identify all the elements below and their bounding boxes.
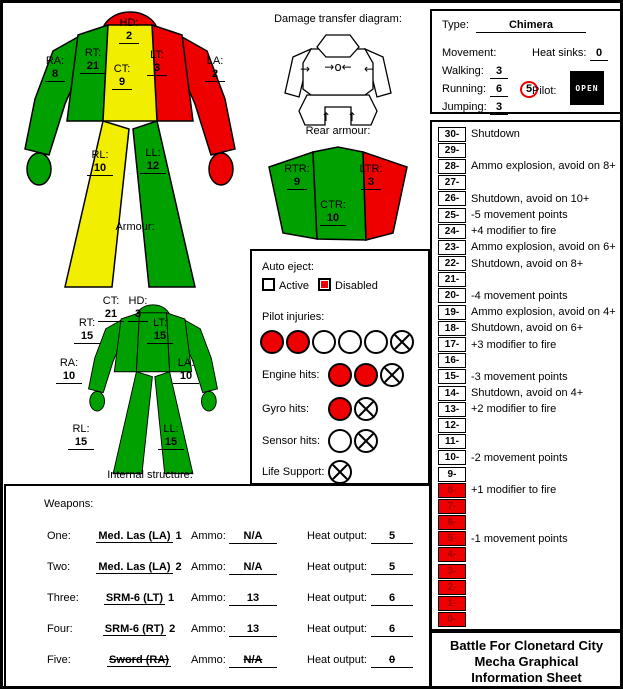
heat-box-8[interactable]: 8- xyxy=(438,483,466,498)
heat-box-17[interactable]: 17- xyxy=(438,337,466,352)
weapon-name-text: Med. Las (LA) xyxy=(98,561,171,573)
internal-structure-diagram xyxy=(55,295,245,489)
engine-hits-circles xyxy=(328,363,406,387)
heat-row xyxy=(438,126,619,142)
weapon-name xyxy=(87,561,191,573)
is-la-location xyxy=(172,357,200,384)
heat-box-18[interactable]: 18- xyxy=(438,321,466,336)
is-ra-location xyxy=(55,357,83,384)
heat-note: Shutdown, avoid on 10+ xyxy=(471,192,590,205)
heat-row xyxy=(438,612,619,628)
heat-box-3[interactable]: 3- xyxy=(438,564,466,579)
heat-output-value: 5 xyxy=(371,530,413,544)
front-armour-caption: Armour: xyxy=(115,221,155,233)
auto-eject-active-label: Active xyxy=(279,280,309,292)
heat-row xyxy=(438,239,619,255)
is-rt-label: RT: xyxy=(78,317,96,329)
is-rl-location xyxy=(63,423,99,450)
heat-box-13[interactable]: 13- xyxy=(438,402,466,417)
heat-row xyxy=(438,498,619,514)
internal-structure-caption: Internal structure: xyxy=(107,469,193,481)
heat-box-26[interactable]: 26- xyxy=(438,191,466,206)
heat-note: Ammo explosion, avoid on 6+ xyxy=(471,241,616,254)
heat-box-20[interactable]: 20- xyxy=(438,288,466,303)
sheet-title-panel xyxy=(430,631,623,689)
heat-row xyxy=(438,401,619,417)
heat-box-1[interactable]: 1- xyxy=(438,596,466,611)
is-hd-label: HD: xyxy=(128,295,148,307)
heat-box-16[interactable]: 16- xyxy=(438,353,466,368)
heat-box-14[interactable]: 14- xyxy=(438,386,466,401)
heat-row xyxy=(438,288,619,304)
crossed-circle[interactable] xyxy=(380,363,404,387)
crossed-circle[interactable] xyxy=(390,330,414,354)
front-ra-value: 8 xyxy=(45,68,65,82)
heat-scale-panel xyxy=(430,120,623,631)
front-ra-label: RA: xyxy=(45,55,65,67)
heat-note: -1 movement points xyxy=(471,532,568,545)
front-ct-value: 9 xyxy=(112,76,132,90)
heat-output-label: Heat output: xyxy=(307,530,367,542)
jumping-value: 3 xyxy=(490,101,508,115)
heat-output-value: 0 xyxy=(371,654,413,668)
heat-row xyxy=(438,256,619,272)
heat-box-22[interactable]: 22- xyxy=(438,256,466,271)
heat-sinks-value: 0 xyxy=(590,47,608,61)
heat-row xyxy=(438,595,619,611)
weapon-group-number: 2 xyxy=(169,623,176,635)
running-current-value: 5 xyxy=(520,81,538,98)
front-rt-label: RT: xyxy=(84,47,102,59)
auto-eject-disabled-checkbox[interactable] xyxy=(318,278,331,291)
heat-row xyxy=(438,304,619,320)
heat-row xyxy=(438,369,619,385)
front-la-location xyxy=(193,55,237,82)
heat-box-30[interactable]: 30- xyxy=(438,127,466,142)
rear-ctr-label: CTR: xyxy=(320,199,346,211)
heat-row xyxy=(438,223,619,239)
heat-sinks-label: Heat sinks: xyxy=(532,47,587,59)
weapon-name xyxy=(87,530,191,542)
dt-arrow-left-shoulder: → xyxy=(300,62,311,76)
heat-output-label: Heat output: xyxy=(307,592,367,604)
is-ll-label: LL: xyxy=(163,423,179,435)
heat-row xyxy=(438,175,619,191)
weapon-slot-label: One: xyxy=(47,530,71,542)
front-right-leg-shape xyxy=(65,121,129,287)
auto-eject-active-checkbox[interactable] xyxy=(262,278,275,291)
front-ra-location xyxy=(33,55,77,82)
heat-output-value: 6 xyxy=(371,592,413,606)
weapon-slot-label: Three: xyxy=(47,592,79,604)
heat-box-15[interactable]: 15- xyxy=(438,369,466,384)
pilot-open-box[interactable]: OPEN xyxy=(570,71,604,105)
is-left-hand-shape xyxy=(201,391,216,411)
ammo-value: N/A xyxy=(229,654,277,668)
rear-rtr-label: RTR: xyxy=(284,163,310,175)
sheet-title-line2: Mecha Graphical xyxy=(474,654,579,669)
heat-box-24[interactable]: 24- xyxy=(438,224,466,239)
crossed-circle[interactable] xyxy=(354,397,378,421)
front-hd-label: HD: xyxy=(119,17,139,29)
dt-arrow-right-hip: ↑ xyxy=(347,110,358,124)
heat-row xyxy=(438,579,619,595)
ammo-label: Ammo: xyxy=(191,561,226,573)
gyro-hits-label: Gyro hits: xyxy=(262,403,310,415)
is-la-value: 10 xyxy=(173,370,199,384)
front-lt-value: 3 xyxy=(147,62,167,76)
empty-circle[interactable] xyxy=(312,330,336,354)
heat-note: +3 modifier to fire xyxy=(471,338,557,351)
ammo-value: 13 xyxy=(229,592,277,606)
rear-ctr-value: 10 xyxy=(320,212,346,226)
rear-ctr-location xyxy=(311,199,355,226)
gyro-hits-circles xyxy=(328,397,380,421)
dt-hips-outline xyxy=(299,95,377,125)
heat-row xyxy=(438,434,619,450)
heat-row xyxy=(438,450,619,466)
hit-circle[interactable] xyxy=(328,397,352,421)
dt-arrow-center: →o← xyxy=(324,60,352,74)
heat-row xyxy=(438,191,619,207)
heat-box-10[interactable]: 10- xyxy=(438,450,466,465)
rear-ltr-value: 3 xyxy=(361,176,381,190)
front-ll-label: LL: xyxy=(145,147,161,159)
heat-box-5[interactable]: 5- xyxy=(438,531,466,546)
is-rl-label: RL: xyxy=(72,423,90,435)
heat-row xyxy=(438,320,619,336)
front-ll-value: 12 xyxy=(140,160,166,174)
is-ct-label: CT: xyxy=(102,295,120,307)
hit-circle[interactable] xyxy=(328,363,352,387)
ammo-value: N/A xyxy=(229,530,277,544)
heat-row xyxy=(438,547,619,563)
heat-box-11[interactable]: 11- xyxy=(438,434,466,449)
dt-arrow-left-hip: ↑ xyxy=(321,110,332,124)
heat-note: +1 modifier to fire xyxy=(471,484,557,497)
auto-eject-options xyxy=(262,278,378,292)
heat-row xyxy=(438,207,619,223)
heat-row xyxy=(438,417,619,433)
front-rl-label: RL: xyxy=(91,149,109,161)
heat-note: Ammo explosion, avoid on 4+ xyxy=(471,306,616,319)
damage-transfer-caption: Damage transfer diagram: xyxy=(274,13,402,25)
heat-box-4[interactable]: 4- xyxy=(438,547,466,562)
sheet-title-line3: Information Sheet xyxy=(471,670,582,685)
front-ll-location xyxy=(131,147,175,174)
empty-circle[interactable] xyxy=(364,330,388,354)
ammo-label: Ammo: xyxy=(191,592,226,604)
rear-rtr-location xyxy=(275,163,319,190)
hit-circle[interactable] xyxy=(354,363,378,387)
weapon-name-text: Med. Las (LA) xyxy=(98,530,171,542)
is-ra-value: 10 xyxy=(56,370,82,384)
front-left-hand-shape xyxy=(209,153,233,185)
is-rl-value: 15 xyxy=(68,436,94,450)
heat-output-label: Heat output: xyxy=(307,623,367,635)
sensor-hits-circles xyxy=(328,429,380,453)
heat-note: -5 movement points xyxy=(471,209,568,222)
heat-box-0[interactable]: 0- xyxy=(438,612,466,627)
weapon-name xyxy=(87,623,191,635)
is-lt-label: LT: xyxy=(153,317,167,329)
walking-label: Walking: xyxy=(442,65,484,77)
auto-eject-disabled-label: Disabled xyxy=(335,280,378,292)
heat-row xyxy=(438,482,619,498)
heat-output-value: 6 xyxy=(371,623,413,637)
pilot-injuries-label: Pilot injuries: xyxy=(262,311,325,323)
movement-label: Movement: xyxy=(442,47,497,59)
heat-row xyxy=(438,531,619,547)
is-hd-value: 3 xyxy=(128,308,148,322)
heat-note: Shutdown, avoid on 6+ xyxy=(471,322,584,335)
front-armour-figure-svg xyxy=(15,9,245,299)
crossed-circle[interactable] xyxy=(328,460,352,484)
is-ra-label: RA: xyxy=(59,357,79,369)
heat-row xyxy=(438,158,619,174)
front-rt-value: 21 xyxy=(80,60,106,74)
type-label: Type: xyxy=(442,19,469,31)
heat-box-28[interactable]: 28- xyxy=(438,159,466,174)
heat-box-12[interactable]: 12- xyxy=(438,418,466,433)
heat-output-label: Heat output: xyxy=(307,654,367,666)
ammo-value: N/A xyxy=(229,561,277,575)
heat-box-6[interactable]: 6- xyxy=(438,515,466,530)
front-hd-value: 2 xyxy=(119,30,139,44)
weapon-slot-label: Four: xyxy=(47,623,73,635)
front-lt-location xyxy=(135,49,179,76)
running-value: 6 xyxy=(490,83,508,97)
rear-armour-figure-svg xyxy=(263,141,413,243)
weapon-name-text: SRM-6 (RT) xyxy=(104,623,165,635)
damage-transfer-panel xyxy=(253,9,423,124)
front-la-value: 2 xyxy=(205,68,225,82)
is-ll-value: 15 xyxy=(158,436,184,450)
is-right-hand-shape xyxy=(90,391,105,411)
front-armour-diagram xyxy=(15,9,245,299)
front-rl-value: 10 xyxy=(87,162,113,176)
sensor-hits-label: Sensor hits: xyxy=(262,435,321,447)
heat-note: Shutdown, avoid on 8+ xyxy=(471,257,584,270)
heat-note: -2 movement points xyxy=(471,451,568,464)
is-ll-location xyxy=(153,423,189,450)
heat-box-29[interactable]: 29- xyxy=(438,143,466,158)
heat-row xyxy=(438,466,619,482)
front-lt-label: LT: xyxy=(150,49,164,61)
heat-output-label: Heat output: xyxy=(307,561,367,573)
jumping-label: Jumping: xyxy=(442,101,487,113)
weapon-row xyxy=(6,654,429,685)
heat-row xyxy=(438,142,619,158)
weapon-group-number: 2 xyxy=(175,561,182,573)
front-left-leg-shape xyxy=(133,121,195,287)
heat-box-21[interactable]: 21- xyxy=(438,272,466,287)
is-right-leg-shape xyxy=(113,372,152,474)
empty-circle[interactable] xyxy=(338,330,362,354)
rear-ltr-location xyxy=(349,163,393,190)
hit-circle[interactable] xyxy=(286,330,310,354)
is-rt-location xyxy=(69,317,105,344)
weapons-panel xyxy=(4,484,431,689)
weapon-name-text: Sword (RA) xyxy=(109,654,169,666)
heat-box-19[interactable]: 19- xyxy=(438,305,466,320)
is-ct-value: 21 xyxy=(98,308,124,322)
rear-armour-panel xyxy=(253,125,423,245)
heat-row xyxy=(438,272,619,288)
heat-box-7[interactable]: 7- xyxy=(438,499,466,514)
life-support-row xyxy=(262,460,424,484)
weapon-row xyxy=(6,592,429,623)
rear-rtr-value: 9 xyxy=(287,176,307,190)
walking-value: 3 xyxy=(490,65,508,79)
mech-info-panel xyxy=(430,9,623,114)
heat-note: -4 movement points xyxy=(471,289,568,302)
running-label: Running: xyxy=(442,83,487,95)
weapons-rows xyxy=(6,530,429,685)
rear-center-torso-shape xyxy=(313,147,366,240)
is-rt-value: 15 xyxy=(74,330,100,344)
heat-note: Shutdown, avoid on 4+ xyxy=(471,387,584,400)
weapon-name xyxy=(87,592,191,604)
weapon-row xyxy=(6,530,429,561)
weapons-caption: Weapons: xyxy=(44,498,94,510)
is-lt-value: 15 xyxy=(147,330,173,344)
weapon-row xyxy=(6,623,429,654)
front-la-label: LA: xyxy=(206,55,224,67)
weapon-group-number: 1 xyxy=(168,592,175,604)
weapon-name xyxy=(87,654,191,666)
crossed-circle[interactable] xyxy=(354,429,378,453)
heat-note: +2 modifier to fire xyxy=(471,403,557,416)
heat-row xyxy=(438,336,619,352)
heat-row xyxy=(438,353,619,369)
front-hd-location xyxy=(107,17,151,44)
heat-note: Shutdown xyxy=(471,128,520,141)
heat-row xyxy=(438,515,619,531)
heat-box-23[interactable]: 23- xyxy=(438,240,466,255)
is-la-label: LA: xyxy=(177,357,195,369)
sensor-hits-row xyxy=(262,429,424,453)
heat-note: -3 movement points xyxy=(471,370,568,383)
heat-box-2[interactable]: 2- xyxy=(438,580,466,595)
heat-output-value: 5 xyxy=(371,561,413,575)
weapon-slot-label: Five: xyxy=(47,654,71,666)
rear-ltr-label: LTR: xyxy=(359,163,383,175)
ammo-label: Ammo: xyxy=(191,654,226,666)
heat-scale-rows xyxy=(438,126,619,628)
heat-box-27[interactable]: 27- xyxy=(438,175,466,190)
empty-circle[interactable] xyxy=(328,429,352,453)
hit-circle[interactable] xyxy=(260,330,284,354)
life-support-circles xyxy=(328,460,354,484)
engine-hits-row xyxy=(262,363,424,387)
dt-arrow-right-shoulder: ← xyxy=(364,62,375,76)
damage-transfer-figure-svg xyxy=(273,31,403,127)
rear-armour-caption: Rear armour: xyxy=(305,125,371,137)
sheet-title-line1: Battle For Clonetard City xyxy=(449,638,604,653)
life-support-label: Life Support: xyxy=(262,466,325,478)
ammo-label: Ammo: xyxy=(191,623,226,635)
weapon-row xyxy=(6,561,429,592)
heat-box-25[interactable]: 25- xyxy=(438,208,466,223)
ammo-label: Ammo: xyxy=(191,530,226,542)
front-ct-label: CT: xyxy=(113,63,131,75)
gyro-hits-row xyxy=(262,397,424,421)
heat-row xyxy=(438,385,619,401)
pilot-label: Pilot: xyxy=(532,85,557,97)
weapon-name-text: SRM-6 (LT) xyxy=(105,592,164,604)
front-right-hand-shape xyxy=(27,153,51,185)
weapon-slot-label: Two: xyxy=(47,561,71,573)
ammo-value: 13 xyxy=(229,623,277,637)
pilot-injuries-circles xyxy=(260,330,416,354)
dt-head-outline xyxy=(317,35,359,57)
weapon-group-number: 1 xyxy=(175,530,182,542)
type-value: Chimera xyxy=(476,19,586,33)
auto-eject-label: Auto eject: xyxy=(262,261,314,273)
heat-box-9[interactable]: 9- xyxy=(438,467,466,482)
heat-note: Ammo explosion, avoid on 8+ xyxy=(471,160,616,173)
is-lt-location xyxy=(142,317,178,344)
heat-note: +4 modifier to fire xyxy=(471,225,557,238)
status-panel xyxy=(250,249,430,485)
heat-row xyxy=(438,563,619,579)
front-rl-location xyxy=(78,149,122,176)
engine-hits-label: Engine hits: xyxy=(262,369,320,381)
